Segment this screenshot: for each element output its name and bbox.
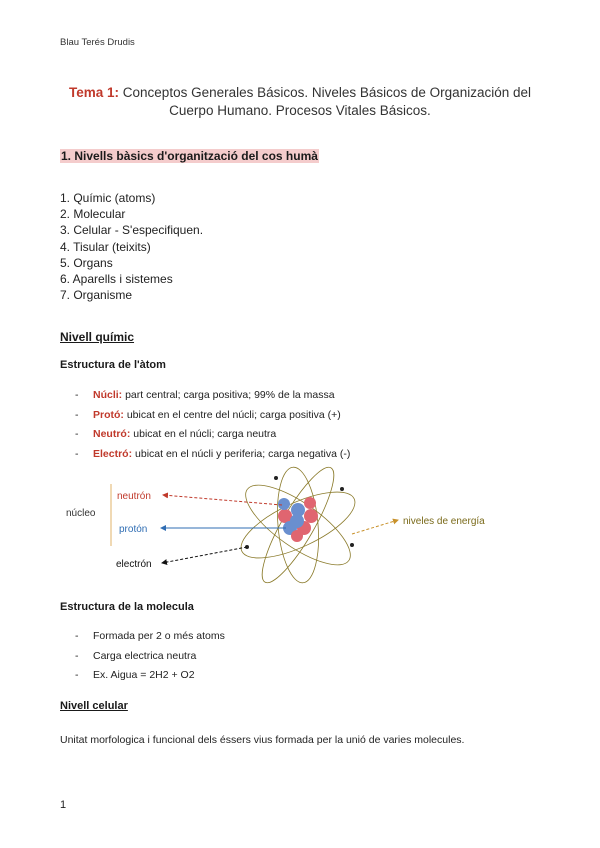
term-desc: ubicat en el núcli; carga neutra bbox=[130, 428, 277, 441]
nucleus-particle bbox=[304, 497, 316, 509]
list-item: 5. Organs bbox=[60, 255, 113, 270]
electron-dot bbox=[340, 487, 344, 491]
list-item: - Neutró: ubicat en el núcli; carga neutra bbox=[75, 428, 277, 441]
term-neutro: Neutró: bbox=[93, 428, 131, 441]
electron-dot bbox=[274, 476, 278, 480]
celular-paragraph: Unitat morfologica i funcional dels éssers vius formada per la unió de varies molecules. bbox=[60, 734, 465, 746]
list-item: 1. Químic (atoms) bbox=[60, 191, 156, 205]
nivell-celular-heading: Nivell celular bbox=[60, 700, 128, 712]
label-nucleo: núcleo bbox=[66, 508, 96, 519]
arrow-niveles bbox=[352, 520, 398, 534]
molecule-list bbox=[75, 627, 225, 686]
term-desc: ubicat en el núcli y periferia; carga negativa (-) bbox=[132, 447, 351, 460]
nucleus-particle bbox=[278, 509, 292, 523]
term-proto: Protó: bbox=[93, 408, 124, 421]
list-item: 2. Molecular bbox=[60, 207, 126, 222]
list-item: 7. Organisme bbox=[60, 288, 133, 303]
label-niveles: niveles de energía bbox=[403, 516, 485, 527]
term-nucli: Núcli: bbox=[93, 389, 123, 401]
molecule-structure-heading: Estructura de la molecula bbox=[60, 601, 194, 613]
author-name: Blau Terés Drudis bbox=[60, 37, 135, 48]
list-item: 4. Tisular (teixits) bbox=[60, 239, 151, 254]
atom-structure-heading: Estructura de l'àtom bbox=[60, 359, 166, 371]
nucleus bbox=[278, 497, 318, 542]
label-proton: protón bbox=[119, 524, 148, 535]
nucleus-particle bbox=[304, 509, 318, 523]
nucleus-particle bbox=[278, 498, 290, 510]
label-electron: electrón bbox=[116, 559, 152, 570]
term-electro: Electró: bbox=[93, 447, 133, 460]
page-number: 1 bbox=[60, 799, 67, 811]
list-item: - Electró: ubicat en el núcli y periferia; carga negativa (-) bbox=[75, 447, 351, 460]
list-item: - Formada per 2 o més atoms bbox=[75, 630, 225, 642]
list-item: - Carga electrica neutra bbox=[75, 649, 197, 662]
list-item: 3. Celular - S'especifiquen. bbox=[60, 223, 204, 238]
arrow-neutron bbox=[163, 495, 282, 505]
title-lead: Tema 1: bbox=[69, 85, 120, 100]
section-heading: 1. Nivells bàsics d'organització del cos humà bbox=[61, 149, 318, 163]
term-desc: part central; carga positiva; 99% de la massa bbox=[122, 389, 335, 401]
electron-dot bbox=[350, 543, 354, 547]
list-item: - Protó: ubicat en el centre del núcli; carga positiva (+) bbox=[75, 408, 341, 421]
label-neutron: neutrón bbox=[117, 491, 151, 502]
nucleus-particle bbox=[291, 530, 303, 542]
list-item: - Ex. Aigua = 2H2 + O2 bbox=[75, 669, 195, 682]
nucleus-particle bbox=[290, 514, 304, 528]
title-text: Conceptos Generales Básicos. Niveles Básicos de Organización del Cuerpo Humano. Procesos Vitales Básicos. bbox=[119, 85, 531, 118]
term-desc: ubicat en el centre del núcli; carga positiva (+) bbox=[123, 408, 341, 421]
list-item: - Núcli: part central; carga positiva; 99% de la massa bbox=[75, 389, 335, 401]
list-item: 6. Aparells i sistemes bbox=[60, 272, 173, 287]
arrow-electron bbox=[162, 547, 247, 563]
nivell-quimic-heading: Nivell químic bbox=[60, 330, 135, 344]
